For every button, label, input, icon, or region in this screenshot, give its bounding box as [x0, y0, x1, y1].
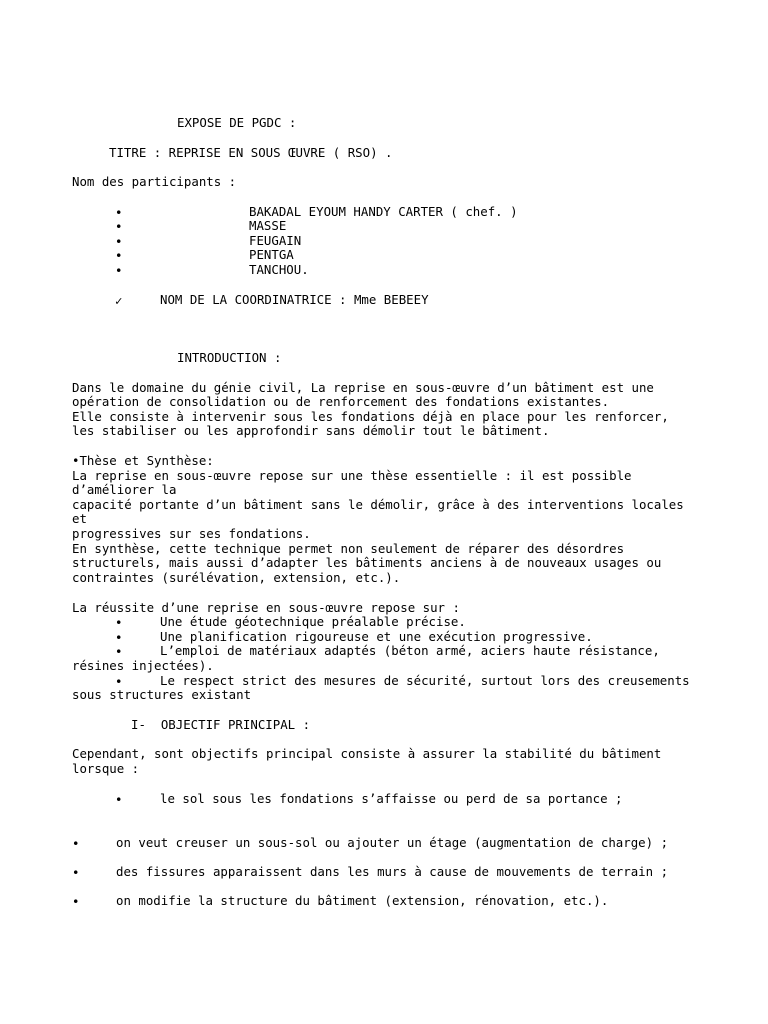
list-item-continuation: résines injectées).: [72, 658, 214, 673]
text-line: opération de consolidation ou de renforcement des fondations existantes.: [72, 394, 610, 409]
text-line: contraintes (surélévation, extension, etc.).: [72, 570, 401, 585]
text-line: structurels, mais aussi d’adapter les bâtiments anciens à de nouveaux usages ou: [72, 555, 662, 570]
bullet-icon: •: [115, 234, 123, 249]
text-line: progressives sur ses fondations.: [72, 526, 311, 541]
list-item: on modifie la structure du bâtiment (extension, rénovation, etc.).: [116, 893, 609, 908]
list-item: on veut creuser un sous-sol ou ajouter un étage (augmentation de charge) ;: [116, 835, 669, 850]
bullet-icon: •: [115, 248, 123, 263]
participant-name: TANCHOU.: [249, 262, 309, 277]
text-line: d’améliorer la: [72, 482, 177, 497]
list-item: Le respect strict des mesures de sécurité, surtout lors des creusements: [160, 673, 690, 688]
list-item: Une étude géotechnique préalable précise.: [160, 614, 466, 629]
objectif-heading: I- OBJECTIF PRINCIPAL :: [131, 717, 311, 732]
text-line: capacité portante d’un bâtiment sans le démolir, grâce à des interventions locales: [72, 497, 684, 512]
list-item: Une planification rigoureuse et une exécution progressive.: [160, 629, 593, 644]
bullet-icon: •: [115, 205, 123, 220]
list-item: des fissures apparaissent dans les murs à cause de mouvements de terrain ;: [116, 864, 669, 879]
text-line: lorsque :: [72, 761, 140, 776]
participant-name: FEUGAIN: [249, 233, 302, 248]
document-title: TITRE : REPRISE EN SOUS ŒUVRE ( RSO) .: [109, 145, 393, 160]
bullet-icon: •: [115, 674, 123, 689]
list-item: le sol sous les fondations s’affaisse ou perd de sa portance ;: [160, 791, 623, 806]
bullet-icon: •: [115, 615, 123, 630]
participant-name: PENTGA: [249, 247, 294, 262]
participant-name: BAKADAL EYOUM HANDY CARTER ( chef. ): [249, 204, 518, 219]
participants-label: Nom des participants :: [72, 174, 237, 189]
bullet-icon: •: [115, 263, 123, 278]
expose-title: EXPOSE DE PGDC :: [177, 115, 297, 130]
list-item-continuation: sous structures existant: [72, 687, 252, 702]
text-line: En synthèse, cette technique permet non seulement de réparer des désordres: [72, 541, 625, 556]
bullet-icon: •: [115, 219, 123, 234]
text-line: et: [72, 511, 87, 526]
introduction-heading: INTRODUCTION :: [177, 350, 282, 365]
text-line: Cependant, sont objectifs principal consiste à assurer la stabilité du bâtiment: [72, 746, 662, 761]
coordinatrice-line: NOM DE LA COORDINATRICE : Mme BEBEEY: [160, 292, 429, 307]
these-heading: •Thèse et Synthèse:: [72, 453, 214, 468]
bullet-icon: •: [72, 894, 80, 909]
participant-name: MASSE: [249, 218, 287, 233]
list-item: L’emploi de matériaux adaptés (béton armé, aciers haute résistance,: [160, 643, 660, 658]
bullet-icon: •: [115, 644, 123, 659]
text-line: Dans le domaine du génie civil, La reprise en sous-œuvre d’un bâtiment est une: [72, 380, 654, 395]
text-line: Elle consiste à intervenir sous les fondations déjà en place pour les renforcer,: [72, 409, 669, 424]
bullet-icon: •: [115, 630, 123, 645]
bullet-icon: •: [72, 836, 80, 851]
checkmark-icon: ✓: [115, 293, 123, 308]
text-line: La reprise en sous-œuvre repose sur une thèse essentielle : il est possible: [72, 468, 632, 483]
reussite-intro: La réussite d’une reprise en sous-œuvre repose sur :: [72, 600, 460, 615]
bullet-icon: •: [72, 865, 80, 880]
text-line: les stabiliser ou les approfondir sans démolir tout le bâtiment.: [72, 423, 550, 438]
bullet-icon: •: [115, 792, 123, 807]
